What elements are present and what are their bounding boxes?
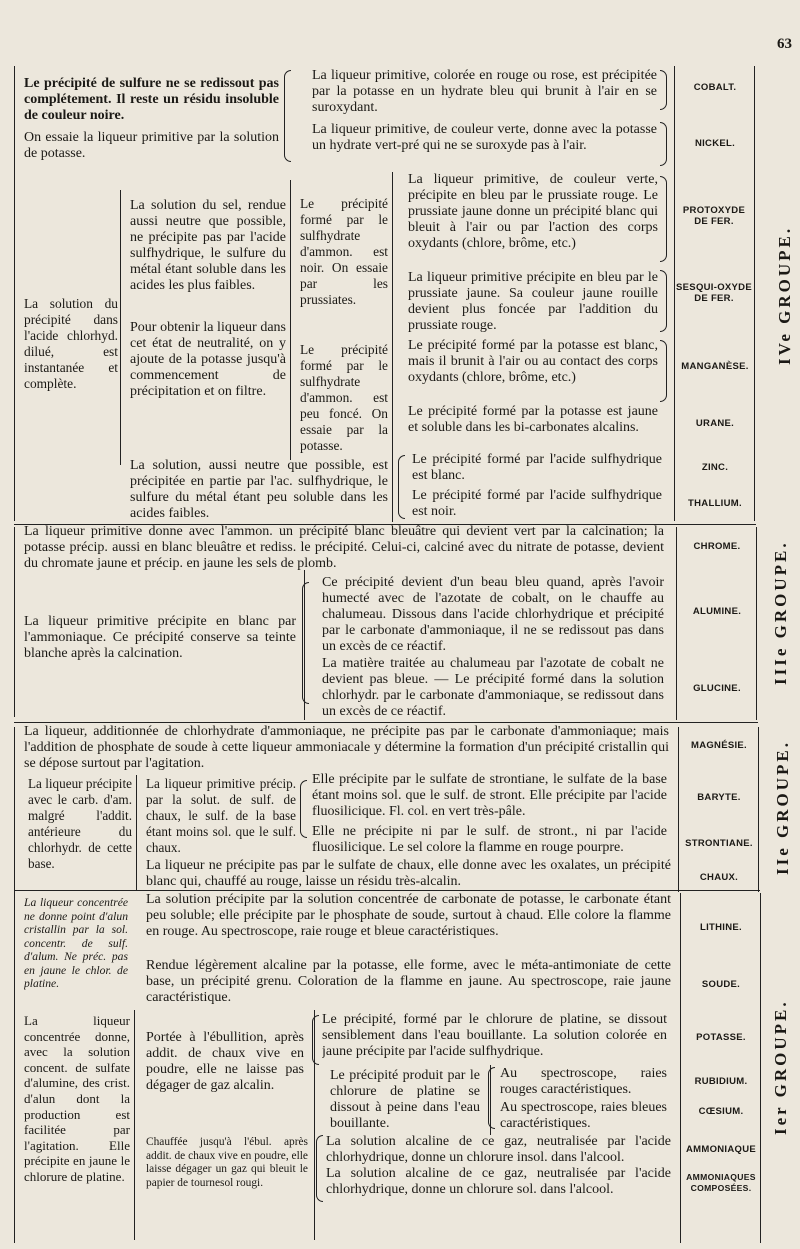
frame-line — [14, 527, 15, 717]
brace — [660, 340, 667, 402]
brace — [284, 70, 291, 162]
strontiane-desc: Elle ne précipite ni par le sulf. de stront., ni par l'acide fluosilicique. Le sel colore la flamme en rouge pourpre. — [312, 824, 667, 855]
metal-label: LITHINE. — [700, 922, 742, 933]
metal-label: CHROME. — [693, 541, 741, 552]
sesqui-desc: La liqueur primitive précipite en bleu par le prussiate jaune. Sa couleur jaune rouille devient plus foncée par l'addition du prussiate rouge. — [408, 270, 658, 333]
zinc-desc: Le précipité formé par l'acide sulfhydrique est blanc. — [412, 452, 662, 483]
ammoniaques-comp-desc: La solution alcaline de ce gaz, neutralisée par l'acide chlorhydrique, donne un chlorure sol. dans l'alcool. — [326, 1166, 671, 1197]
frame-line — [678, 727, 679, 892]
brace — [660, 70, 667, 110]
brace — [312, 1015, 319, 1065]
chrome-desc: La liqueur primitive donne avec l'ammon. un précipité blanc bleuâtre qui devient vert par la calcination; la potasse précip. aussi en blanc bleuâtre et rediss. le précipité. Celui-ci, calciné avec du nitrate de potasse, devient du chromate jaune et précip. en jaune les sels de plomb. — [24, 524, 664, 571]
metal-label: RUBIDIUM. — [694, 1076, 748, 1087]
group-label-ii: IIe GROUPE. — [773, 740, 792, 875]
group-label-iv: IVe GROUPE. — [775, 225, 794, 365]
zinc-group-left: La solution, aussi neutre que possible, est précipitée en partie par l'ac. sulfhydrique, le sulfure du métal étant peu soluble dans les acides faibles. — [130, 458, 388, 521]
group-divider — [14, 722, 758, 723]
metal-label: THALLIUM. — [688, 498, 742, 509]
metal-label: GLUCINE. — [693, 683, 741, 694]
urane-desc: Le précipité formé par la potasse est jaune et soluble dans les bi-carbonates alcalins. — [408, 404, 658, 435]
metal-label: PROTOXYDE DE FER. — [682, 205, 746, 227]
metal-label: COBALT. — [693, 82, 737, 93]
alumine-desc: Ce précipité devient d'un beau bleu quand, après l'avoir humecté avec de l'azotate de cobalt, on le chauffe au chalumeau. Dissous dans l'acide chlorhydrique et précipité par le carbonate d'ammoniaque, il ne se redissout pas dans un excès de ce réactif. — [322, 575, 664, 654]
metal-label: SOUDE. — [701, 979, 741, 990]
brace — [660, 270, 667, 332]
manganese-desc: Le précipité formé par la potasse est blanc, mais il brunit à l'air ou au contact des corps oxydants (chlore, brôme, etc.) — [408, 338, 658, 385]
metal-label: POTASSE. — [696, 1032, 746, 1043]
frame-line — [756, 527, 757, 720]
frame-line — [676, 527, 677, 720]
frame-line — [674, 66, 675, 521]
frame-line — [134, 1010, 135, 1240]
frame-line — [392, 172, 393, 522]
frame-line — [120, 190, 121, 465]
alun-left-text: La liqueur concentrée ne donne point d'alun cristallin par la sol. concentr. de sulf. d'alum. Ne préc. pas en jaune le chlor. de platine. — [24, 896, 128, 990]
frame-line — [136, 775, 137, 890]
chlorhyd-left-text: La solution du précipité dans l'acide chlorhyd. dilué, est instantanée et complète. — [24, 296, 118, 391]
rubidium-desc: Au spectroscope, raies rouges caractéristiques. — [500, 1066, 667, 1097]
frame-line — [758, 727, 759, 892]
frame-line — [754, 66, 755, 521]
metal-label: CHAUX. — [699, 872, 739, 883]
thallium-desc: Le précipité formé par l'acide sulfhydrique est noir. — [412, 488, 662, 519]
sulfure-left-text: Le précipité de sulfure ne se redissout pas complétement. Il reste un résidu insoluble de couleur noire. — [24, 76, 279, 123]
magnesie-desc: La liqueur, additionnée de chlorhydrate d'ammoniaque, ne précipite pas par le carbonate d'ammoniaque; mais l'addition de phosphate de soude à cette liqueur ammoniacale y détermine la formation d'un précipité cristallin qui se dépose surtout par l'agitation. — [24, 724, 669, 771]
glucine-desc: La matière traitée au chalumeau par l'azotate de cobalt ne devient pas bleue. — Le précipité formé dans la solution chlorhydr. par le carbonate d'ammoniaque, se redissout dans un excès de ce réactif. — [322, 656, 664, 719]
platine-peine-text: Le précipité produit par le chlorure de platine se dissout à peine dans l'eau bouillante. — [330, 1068, 480, 1131]
alun-positive-left: La liqueur concentrée donne, avec la solution concent. de sulfate d'alumine, des crist. d'alun dont la production est facilitée par l'agitation. Elle précipite en jaune le chlorure de platine. — [24, 1013, 130, 1184]
frame-line — [290, 180, 291, 460]
soude-desc: Rendue légèrement alcaline par la potasse, elle forme, avec le méta-antimoniate de cette base, un précipité grenu. Coloration de la flamme en jaune. Au spectroscope, raie jaune caractéristique. — [146, 958, 671, 1005]
baryte-mid-text: La liqueur primitive précip. par la solut. de sulf. de chaux, le sulf. de la base étant moins sol. que le sulf. chaux. — [146, 776, 296, 855]
chauffee-text: Chauffée jusqu'à l'ébul. après addit. de chaux vive en poudre, elle laisse dégager un gaz qui bleuit le papier de tournesol rougi. — [146, 1136, 308, 1189]
brace — [300, 780, 307, 838]
protoxyde-desc: La liqueur primitive, de couleur verte, précipite en bleu par le prussiate rouge. Le prussiate jaune donne un précipité blanc qui bleuit à l'air ou par l'action des corps oxydants (chlore, brôme, etc.) — [408, 172, 658, 251]
metal-label: MAGNÉSIE. — [690, 740, 747, 751]
bleed-through — [640, 0, 795, 70]
brace — [302, 582, 309, 704]
brace — [316, 1135, 323, 1202]
brace — [660, 122, 667, 166]
ammoniaque-desc: La solution alcaline de ce gaz, neutralisée par l'acide chlorhydrique, donne un chlorure insol. dans l'alcool. — [326, 1134, 671, 1165]
nickel-desc: La liqueur primitive, de couleur verte, donne avec la potasse un hydrate vert-pré qui ne se suroxyde pas à l'air. — [312, 122, 657, 153]
group-label-iii: IIIe GROUPE. — [771, 540, 790, 685]
baryte-left-text: La liqueur précipite avec le carb. d'am. malgré l'addit. antérieure du chlorhydr. de cette base. — [28, 776, 132, 871]
potasse-desc: Le précipité, formé par le chlorure de platine, se dissout sensiblement dans l'eau bouillante. La solution colorée en jaune précipite par l'acide sulfhydrique. — [322, 1012, 667, 1059]
frame-line — [14, 727, 15, 907]
sulfhydrate-noir-text: Le précipité formé par le sulfhydrate d'ammon. est noir. On essaie par les prussiates. — [300, 196, 388, 307]
lithine-desc: La solution précipite par la solution concentrée de carbonate de potasse, le carbonate étant peu soluble; elle précipite par le phosphate de soude, surtout à chaud. Elle colore la flamme en rouge. Au spectroscope, raie rouge et bleue caractéristiques. — [146, 892, 671, 939]
metal-label: ZINC. — [701, 462, 729, 473]
group-label-i: Ier GROUPE. — [771, 999, 790, 1135]
frame-line — [680, 893, 681, 1243]
sel-neutre-text: La solution du sel, rendue aussi neutre que possible, ne précipite pas par l'acide sulfhydrique, le sulfure du métal étant soluble dans les acides les plus faibles. — [130, 198, 286, 293]
metal-label: NICKEL. — [694, 138, 736, 149]
caesium-desc: Au spectroscope, raies bleues caractéristiques. — [500, 1100, 667, 1131]
metal-label: URANE. — [695, 418, 735, 429]
ebullition-text: Portée à l'ébullition, après addit. de chaux vive en poudre, elle ne laisse pas dégager de gaz alcalin. — [146, 1030, 304, 1093]
cobalt-desc: La liqueur primitive, colorée en rouge ou rose, est précipitée par la potasse en un hydrate bleu qui brunit à l'air en se suroxydant. — [312, 68, 657, 115]
frame-line — [14, 66, 15, 521]
metal-label: MANGANÈSE. — [681, 361, 749, 372]
neutralite-text: Pour obtenir la liqueur dans cet état de neutralité, on y ajoute de la potasse jusqu'à commencement de précipitation et on filtre. — [130, 320, 286, 399]
group-divider — [14, 890, 760, 891]
baryte-desc: Elle précipite par le sulfate de strontiane, le sulfate de la base étant moins sol. que le sulf. de stront. Elle précipite par l'acide fluosilicique. Fl. col. en vert très-pâle. — [312, 772, 667, 819]
metal-label: CŒSIUM. — [698, 1106, 744, 1117]
page-number: 63 — [777, 36, 792, 52]
metal-label: AMMONIAQUE — [685, 1144, 757, 1155]
brace — [398, 455, 405, 519]
sulfhydrate-fonce-text: Le précipité formé par le sulfhydrate d'ammon. est peu foncé. On essaie par la potasse. — [300, 342, 388, 453]
chaux-desc: La liqueur ne précipite pas par le sulfate de chaux, elle donne avec les oxalates, un précipité blanc qui, chauffé au rouge, laisse un résidu très-alcalin. — [146, 858, 671, 889]
potasse-left-text: On essaie la liqueur primitive par la solution de potasse. — [24, 130, 279, 161]
frame-line — [14, 893, 15, 1243]
metal-label: AMMONIAQUES COMPOSÉES. — [686, 1172, 756, 1193]
brace — [660, 176, 667, 262]
metal-label: SESQUI-OXYDE DE FER. — [676, 282, 752, 304]
alumine-left-text: La liqueur primitive précipite en blanc par l'ammoniaque. Ce précipité conserve sa teinte blanche après la calcination. — [24, 614, 296, 661]
metal-label: ALUMINE. — [692, 606, 742, 617]
brace — [488, 1067, 495, 1129]
frame-line — [760, 893, 761, 1243]
metal-label: STRONTIANE. — [685, 838, 753, 849]
metal-label: BARYTE. — [697, 792, 741, 803]
